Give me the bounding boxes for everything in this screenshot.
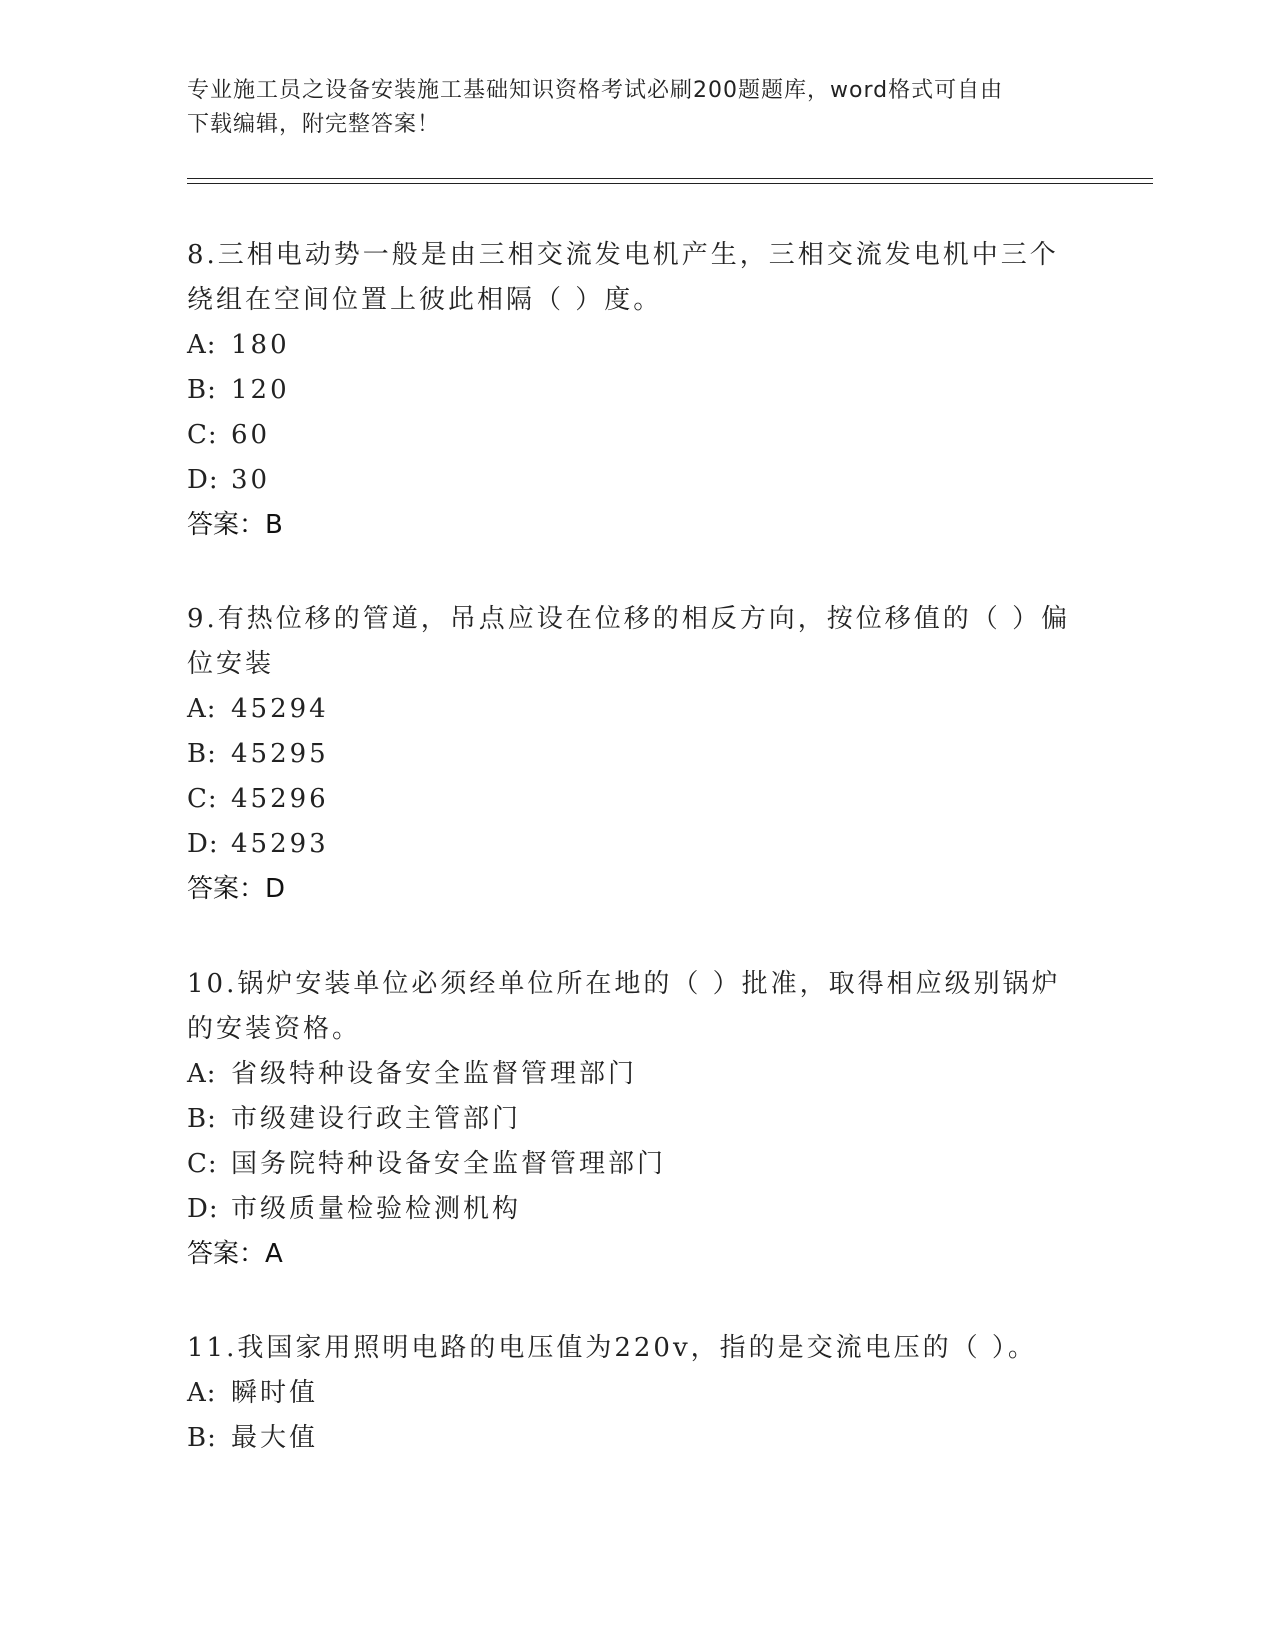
option-letter: B: (187, 375, 217, 405)
question-11 (187, 1326, 1087, 1461)
question-10 (187, 962, 1087, 1277)
option-letter: B: (187, 1104, 217, 1134)
option-text: 120 (231, 375, 290, 405)
option-text: 瞬时值 (231, 1378, 319, 1408)
option-letter: B: (187, 739, 217, 769)
question-stem-line-2: 的安装资格。 (187, 1014, 362, 1044)
option-text: 45294 (231, 694, 329, 724)
option-letter: A: (187, 1378, 217, 1408)
option-text: 45296 (231, 784, 329, 814)
option-a (187, 687, 1087, 732)
option-c (187, 413, 1087, 458)
question-9 (187, 597, 1087, 912)
option-text: 60 (231, 420, 271, 450)
option-c (187, 1142, 1087, 1187)
question-stem-line-1: 10.锅炉安装单位必须经单位所在地的（ ）批准，取得相应级别锅炉 (187, 969, 1061, 999)
option-text: 180 (231, 330, 290, 360)
option-text: 省级特种设备安全监督管理部门 (231, 1059, 638, 1089)
option-letter: D: (187, 465, 219, 495)
question-stem (187, 233, 1087, 323)
answer-label: 答案：D (187, 874, 286, 904)
option-text: 市级质量检验检测机构 (231, 1194, 522, 1224)
option-letter: A: (187, 330, 217, 360)
question-stem-line-2: 绕组在空间位置上彼此相隔（ ）度。 (187, 285, 663, 315)
option-letter: D: (187, 829, 219, 859)
question-stem (187, 1326, 1087, 1371)
question-stem-line-1: 11.我国家用照明电路的电压值为220v，指的是交流电压的（ ）。 (187, 1333, 1037, 1363)
option-b (187, 1416, 1087, 1461)
header-divider-top (187, 178, 1153, 179)
option-letter: D: (187, 1194, 219, 1224)
option-text: 45293 (231, 829, 329, 859)
option-d (187, 1187, 1087, 1232)
option-b (187, 732, 1087, 777)
option-text: 45295 (231, 739, 329, 769)
question-8 (187, 233, 1087, 548)
option-text: 30 (231, 465, 271, 495)
option-b (187, 368, 1087, 413)
option-a (187, 323, 1087, 368)
question-stem-line-1: 9.有热位移的管道，吊点应设在位移的相反方向，按位移值的（ ）偏 (187, 604, 1071, 634)
option-text: 最大值 (231, 1423, 319, 1453)
option-d (187, 822, 1087, 867)
header-line-2: 下载编辑，附完整答案！ (187, 112, 441, 137)
option-letter: A: (187, 694, 217, 724)
option-letter: C: (187, 420, 218, 450)
option-c (187, 777, 1087, 822)
question-stem-line-1: 8.三相电动势一般是由三相交流发电机产生，三相交流发电机中三个 (187, 240, 1059, 270)
header-divider-bottom (187, 183, 1153, 184)
option-text: 市级建设行政主管部门 (231, 1104, 522, 1134)
question-stem (187, 597, 1087, 687)
document-header (187, 74, 1067, 142)
option-text: 国务院特种设备安全监督管理部门 (231, 1149, 667, 1179)
option-letter: C: (187, 784, 218, 814)
question-stem (187, 962, 1087, 1052)
answer-label: 答案：A (187, 1239, 283, 1269)
option-letter: B: (187, 1423, 217, 1453)
option-letter: A: (187, 1059, 217, 1089)
option-b (187, 1097, 1087, 1142)
option-letter: C: (187, 1149, 218, 1179)
option-d (187, 458, 1087, 503)
header-line-1: 专业施工员之设备安装施工基础知识资格考试必刷200题题库，word格式可自由 (187, 78, 1004, 103)
option-a (187, 1371, 1087, 1416)
question-stem-line-2: 位安装 (187, 649, 275, 679)
option-a (187, 1052, 1087, 1097)
answer-label: 答案：B (187, 510, 283, 540)
